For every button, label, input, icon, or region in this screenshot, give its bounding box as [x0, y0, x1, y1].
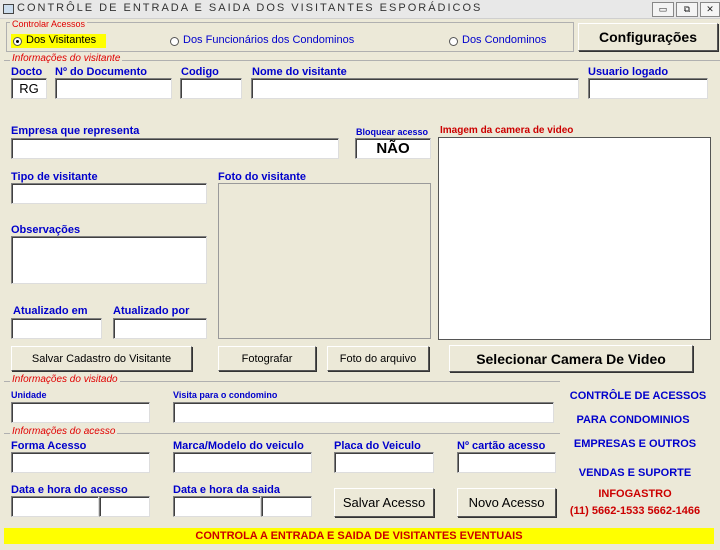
selecionar-camera-button[interactable]: Selecionar Camera De Video: [449, 345, 693, 372]
option-visitantes[interactable]: [11, 34, 106, 48]
info-line-5: INFOGASTRO: [598, 488, 672, 500]
placa-veiculo-field[interactable]: [334, 452, 434, 473]
restore-icon[interactable]: ⧉: [676, 2, 698, 17]
usuario-logado-field[interactable]: [588, 78, 708, 99]
hora-saida-field[interactable]: [261, 496, 312, 517]
empresa-field[interactable]: [11, 138, 339, 159]
num-documento-label: Nº do Documento: [55, 66, 148, 78]
nome-visitante-field[interactable]: [251, 78, 579, 99]
tipo-visitante-label: Tipo de visitante: [11, 171, 98, 183]
radio-funcionarios[interactable]: [170, 37, 179, 46]
info-line-6: (11) 5662-1533 5662-1466: [569, 505, 701, 517]
data-acesso-label: Data e hora do acesso: [11, 484, 128, 496]
data-saida-label: Data e hora da saida: [173, 484, 280, 496]
option-condominos-label[interactable]: Dos Condominos: [462, 34, 547, 46]
num-documento-field[interactable]: [55, 78, 172, 99]
empresa-label: Empresa que representa: [11, 125, 140, 137]
visitado-group-title: Informações do visitado: [12, 374, 118, 385]
camera-video-box: [438, 137, 711, 340]
salvar-cadastro-button[interactable]: Salvar Cadastro do Visitante: [11, 346, 192, 371]
camera-label: Imagem da camera de video: [440, 125, 574, 136]
nome-visitante-label: Nome do visitante: [252, 66, 347, 78]
info-line-1: CONTRÔLE DE ACESSOS: [569, 390, 707, 402]
codigo-label: Codigo: [181, 66, 219, 78]
forma-acesso-field[interactable]: [11, 452, 150, 473]
marca-modelo-field[interactable]: [173, 452, 312, 473]
bloquear-acesso-label: Bloquear acesso: [356, 127, 429, 137]
cartao-acesso-field[interactable]: [457, 452, 556, 473]
foto-arquivo-button[interactable]: Foto do arquivo: [327, 346, 429, 371]
forma-acesso-label: Forma Acesso: [11, 440, 87, 452]
atualizado-por-label: Atualizado por: [113, 305, 190, 317]
radio-condominos[interactable]: [449, 37, 458, 46]
placa-veiculo-label: Placa do Veiculo: [334, 440, 421, 452]
fotografar-button[interactable]: Fotografar: [218, 346, 316, 371]
unidade-field[interactable]: [11, 402, 150, 423]
option-funcionarios-label[interactable]: Dos Funcionários dos Condominos: [183, 34, 355, 46]
observacoes-label: Observações: [11, 224, 81, 236]
option-visitantes-label: Dos Visitantes: [26, 34, 97, 46]
novo-acesso-button[interactable]: Novo Acesso: [457, 488, 556, 517]
hora-acesso-field[interactable]: [99, 496, 150, 517]
observacoes-field[interactable]: [11, 236, 207, 284]
atualizado-em-field[interactable]: [11, 318, 102, 339]
foto-visitante-box: [218, 183, 431, 339]
foto-visitante-label: Foto do visitante: [218, 171, 306, 183]
data-saida-field[interactable]: [173, 496, 261, 517]
atualizado-por-field[interactable]: [113, 318, 207, 339]
docto-field[interactable]: RG: [11, 78, 47, 99]
configuracoes-button[interactable]: Configurações: [578, 23, 718, 51]
visitante-group-title: Informações do visitante: [12, 53, 121, 64]
info-line-3: EMPRESAS E OUTROS: [573, 438, 697, 450]
minimize-icon[interactable]: ▭: [652, 2, 674, 17]
data-acesso-field[interactable]: [11, 496, 99, 517]
usuario-logado-label: Usuario logado: [588, 66, 669, 78]
marca-modelo-label: Marca/Modelo do veiculo: [173, 440, 304, 452]
info-line-4: VENDAS E SUPORTE: [578, 467, 692, 479]
codigo-field[interactable]: [180, 78, 242, 99]
acesso-group-title: Informações do acesso: [12, 426, 116, 437]
tipo-visitante-field[interactable]: [11, 183, 207, 204]
unidade-label: Unidade: [11, 390, 47, 400]
status-bar: CONTROLA A ENTRADA E SAIDA DE VISITANTES EVENTUAIS: [4, 528, 714, 544]
atualizado-em-label: Atualizado em: [13, 305, 88, 317]
app-icon: [3, 4, 14, 14]
controlar-acessos-title: Controlar Acessos: [12, 19, 86, 29]
cartao-acesso-label: Nº cartão acesso: [457, 440, 546, 452]
radio-visitantes[interactable]: [13, 37, 22, 46]
visita-condomino-label: Visita para o condomino: [173, 390, 278, 400]
info-line-2: PARA CONDOMINIOS: [576, 414, 690, 426]
close-icon[interactable]: ✕: [700, 2, 720, 17]
docto-label: Docto: [11, 66, 43, 78]
salvar-acesso-button[interactable]: Salvar Acesso: [334, 488, 434, 517]
title-bar: [0, 0, 720, 19]
bloquear-acesso-field[interactable]: NÃO: [355, 138, 431, 159]
visita-condomino-field[interactable]: [173, 402, 554, 423]
window-title: CONTRÔLE DE ENTRADA E SAIDA DOS VISITANTES ESPORÁDICOS: [17, 2, 483, 14]
